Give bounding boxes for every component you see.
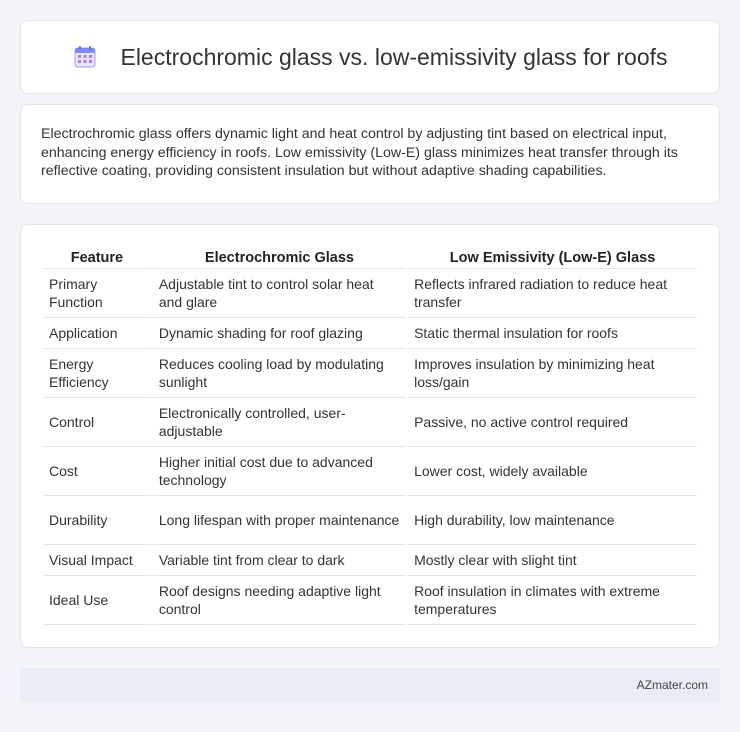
electrochromic-cell: Higher initial cost due to advanced technology (153, 447, 406, 496)
feature-cell: Ideal Use (43, 576, 151, 625)
comparison-table (41, 245, 699, 625)
low-e-cell: Passive, no active control required (408, 398, 697, 447)
electrochromic-cell: Reduces cooling load by modulating sunlight (153, 349, 406, 398)
header-electrochromic: Electrochromic Glass (153, 245, 406, 269)
table-header-row (43, 245, 697, 269)
feature-cell: Primary Function (43, 269, 151, 318)
summary-card (20, 104, 720, 204)
header-low-e: Low Emissivity (Low-E) Glass (408, 245, 697, 269)
summary-text: Electrochromic glass offers dynamic light and heat control by adjusting tint based on electrical input, enhancing energy efficiency in roofs. Low emissivity (Low-E) glass minimizes heat transfer through its reflective coating, providing consistent insulation but without adaptive shading capabilities. (41, 126, 678, 179)
table-row (43, 496, 697, 545)
electrochromic-cell: Variable tint from clear to dark (153, 545, 406, 576)
feature-cell: Application (43, 318, 151, 349)
title-card (20, 20, 720, 94)
low-e-cell: Lower cost, widely available (408, 447, 697, 496)
table-row (43, 576, 697, 625)
electrochromic-cell: Roof designs needing adaptive light control (153, 576, 406, 625)
table-row (43, 545, 697, 576)
low-e-cell: Static thermal insulation for roofs (408, 318, 697, 349)
feature-cell: Durability (43, 496, 151, 545)
table-row (43, 318, 697, 349)
feature-cell: Control (43, 398, 151, 447)
electrochromic-cell: Dynamic shading for roof glazing (153, 318, 406, 349)
low-e-cell: Roof insulation in climates with extreme temperatures (408, 576, 697, 625)
footer-bar (20, 668, 720, 702)
low-e-cell: Reflects infrared radiation to reduce heat transfer (408, 269, 697, 318)
page-title: Electrochromic glass vs. low-emissivity glass for roofs (120, 43, 668, 70)
feature-cell: Visual Impact (43, 545, 151, 576)
table-row (43, 269, 697, 318)
footer-brand: AZmater.com (636, 678, 708, 692)
electrochromic-cell: Adjustable tint to control solar heat and glare (153, 269, 406, 318)
table-row (43, 349, 697, 398)
feature-cell: Cost (43, 447, 151, 496)
low-e-cell: Improves insulation by minimizing heat loss/gain (408, 349, 697, 398)
electrochromic-cell: Long lifespan with proper maintenance (153, 496, 406, 545)
electrochromic-cell: Electronically controlled, user-adjustable (153, 398, 406, 447)
low-e-cell: Mostly clear with slight tint (408, 545, 697, 576)
table-row (43, 447, 697, 496)
feature-cell: Energy Efficiency (43, 349, 151, 398)
comparison-table-card (20, 224, 720, 648)
table-row (43, 398, 697, 447)
calendar-grid-icon (72, 44, 98, 70)
header-feature: Feature (43, 245, 151, 269)
low-e-cell: High durability, low maintenance (408, 496, 697, 545)
